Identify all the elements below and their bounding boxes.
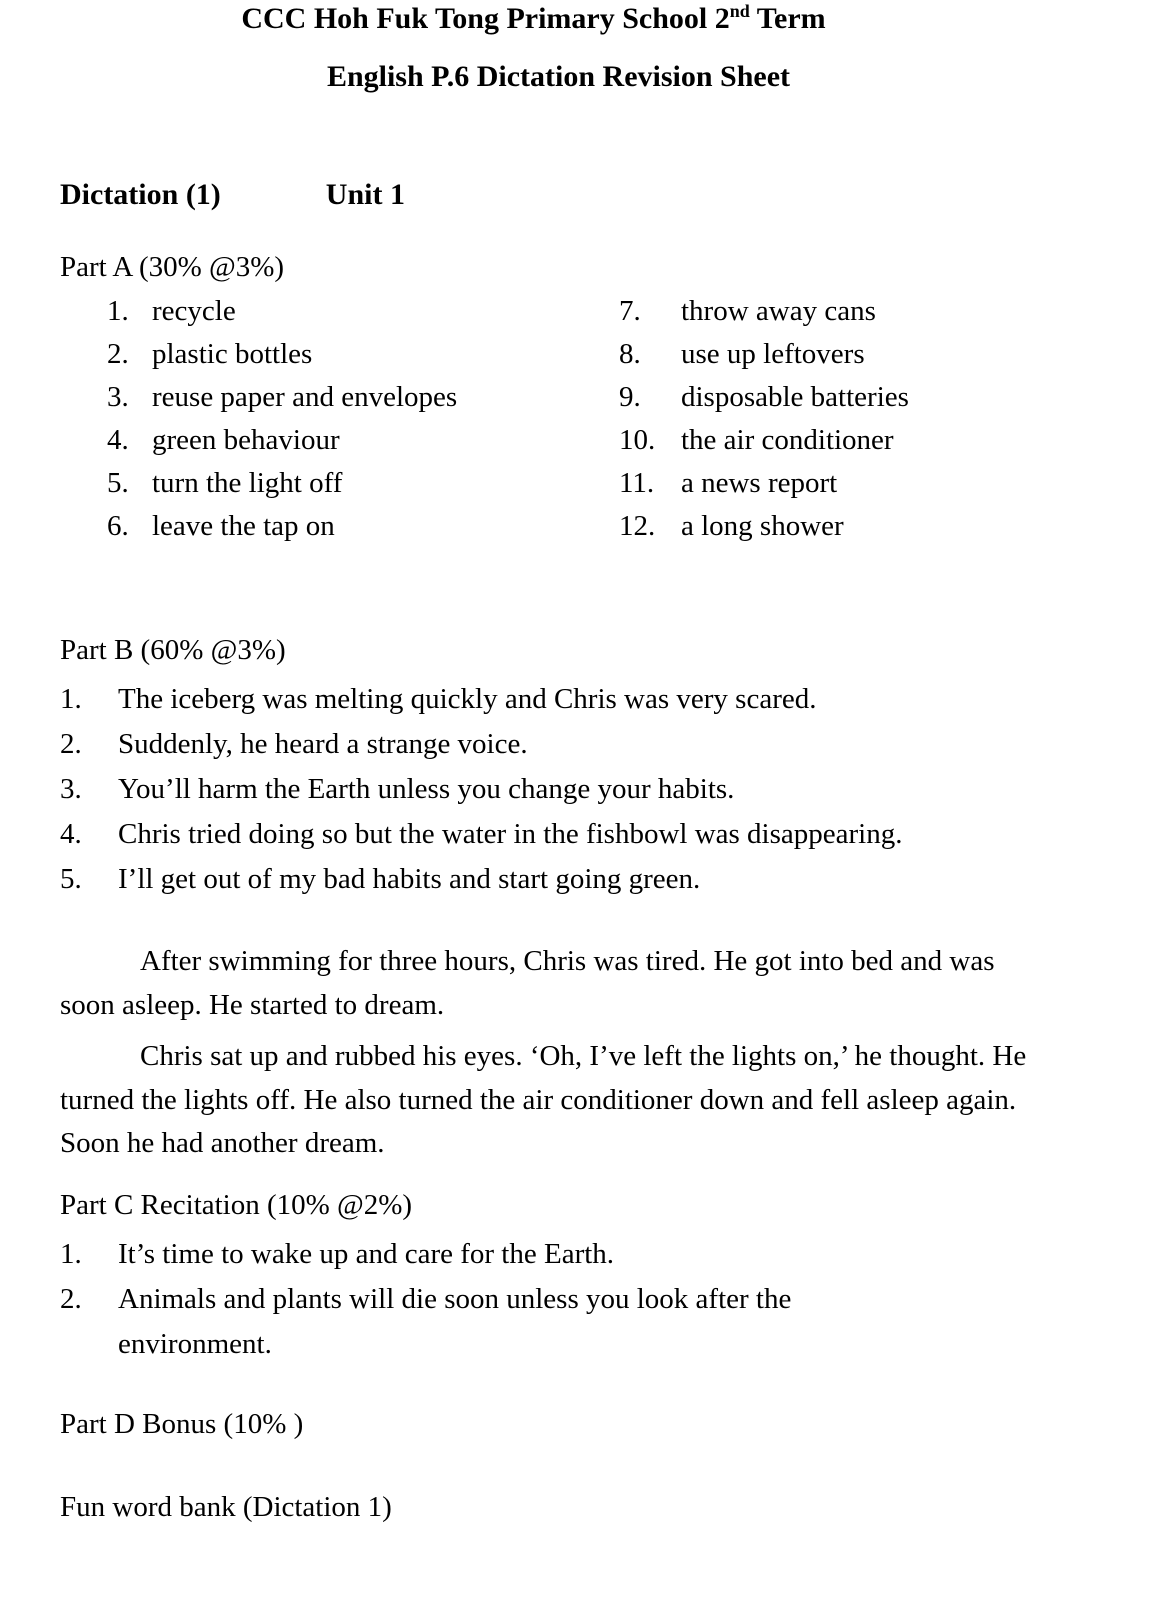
item-text: Chris tried doing so but the water in the fishbowl was disappearing. <box>118 818 903 850</box>
part-c-item <box>60 1277 1097 1367</box>
part-c-item <box>60 1232 1097 1277</box>
dictation-label: Dictation (1) <box>60 178 221 211</box>
item-number: 12. <box>619 510 656 542</box>
part-a-item <box>619 419 1097 462</box>
item-number: 6. <box>107 510 129 542</box>
part-b-item <box>60 812 1097 857</box>
part-a-left-column <box>60 290 619 548</box>
part-b-item <box>60 677 1097 722</box>
part-a-item <box>619 376 1097 419</box>
word-bank-heading: Fun word bank (Dictation 1) <box>60 1490 392 1523</box>
part-a-item <box>60 419 619 462</box>
part-c-list <box>60 1232 1097 1367</box>
item-number: 4. <box>60 818 82 850</box>
part-b-item <box>60 722 1097 767</box>
item-number: 5. <box>107 467 129 499</box>
part-a-list <box>60 290 1097 548</box>
item-number: 4. <box>107 424 129 456</box>
part-a-item <box>619 505 1097 548</box>
item-number: 3. <box>107 381 129 413</box>
item-text: turn the light off <box>152 467 343 499</box>
page-subtitle: English P.6 Dictation Revision Sheet <box>326 60 791 93</box>
page-title-prefix: CCC Hoh Fuk Tong Primary School 2 <box>241 2 730 35</box>
item-text: a news report <box>681 467 838 499</box>
part-a-item <box>619 462 1097 505</box>
item-text: the air conditioner <box>681 424 894 456</box>
part-a-item <box>619 290 1097 333</box>
item-number: 8. <box>619 338 641 370</box>
item-number: 9. <box>619 381 641 413</box>
item-text: It’s time to wake up and care for the Earth. <box>118 1237 615 1270</box>
part-a-item <box>60 290 619 333</box>
item-text: throw away cans <box>681 295 876 327</box>
story-block <box>60 940 1045 1166</box>
item-number: 5. <box>60 863 82 895</box>
page-title-suffix: Term <box>749 2 826 35</box>
item-text: disposable batteries <box>681 381 909 413</box>
item-number: 3. <box>60 773 82 805</box>
item-text: reuse paper and envelopes <box>152 381 458 413</box>
item-text: You’ll harm the Earth unless you change your habits. <box>118 773 735 805</box>
page-title <box>60 2 1097 36</box>
item-text: I’ll get out of my bad habits and start going green. <box>118 863 701 895</box>
part-d-heading: Part D Bonus (10% ) <box>60 1407 304 1440</box>
item-text: a long shower <box>681 510 844 542</box>
part-a-item <box>60 376 619 419</box>
part-b-heading: Part B (60% @3%) <box>60 634 286 666</box>
item-text: green behaviour <box>152 424 340 456</box>
item-number: 10. <box>619 424 656 456</box>
item-number: 1. <box>107 295 129 327</box>
item-text: use up leftovers <box>681 338 865 370</box>
item-number: 1. <box>60 1237 82 1270</box>
part-a-heading: Part A (30% @3%) <box>60 251 285 283</box>
unit-label: Unit 1 <box>325 178 405 211</box>
part-a-item <box>60 505 619 548</box>
item-text: The iceberg was melting quickly and Chris was very scared. <box>118 683 817 715</box>
part-a-item <box>619 333 1097 376</box>
item-number: 7. <box>619 295 641 327</box>
item-number: 11. <box>619 467 655 499</box>
part-b-item <box>60 857 1097 902</box>
dictation-header <box>60 178 1097 212</box>
story-paragraph: After swimming for three hours, Chris was tired. He got into bed and was soon asleep. He started to dream. <box>60 945 995 1021</box>
page-title-superscript: nd <box>729 1 750 21</box>
item-text: Suddenly, he heard a strange voice. <box>118 728 528 760</box>
item-text: recycle <box>152 295 236 327</box>
item-number: 2. <box>60 728 82 760</box>
part-a-item <box>60 462 619 505</box>
part-c-heading: Part C Recitation (10% @2%) <box>60 1188 413 1221</box>
item-text: plastic bottles <box>152 338 313 370</box>
item-number: 2. <box>60 1282 82 1315</box>
story-paragraph: Chris sat up and rubbed his eyes. ‘Oh, I’ve left the lights on,’ he thought. He turned the lights off. He also turned the air conditioner down and fell asleep again. Soon he had another dream. <box>60 1040 1027 1159</box>
item-text: Animals and plants will die soon unless you look after the environment. <box>118 1282 792 1360</box>
item-text: leave the tap on <box>152 510 335 542</box>
item-number: 2. <box>107 338 129 370</box>
item-number: 1. <box>60 683 82 715</box>
part-b-item <box>60 767 1097 812</box>
part-b-list <box>60 677 1097 902</box>
part-a-right-column <box>619 290 1097 548</box>
part-a-item <box>60 333 619 376</box>
